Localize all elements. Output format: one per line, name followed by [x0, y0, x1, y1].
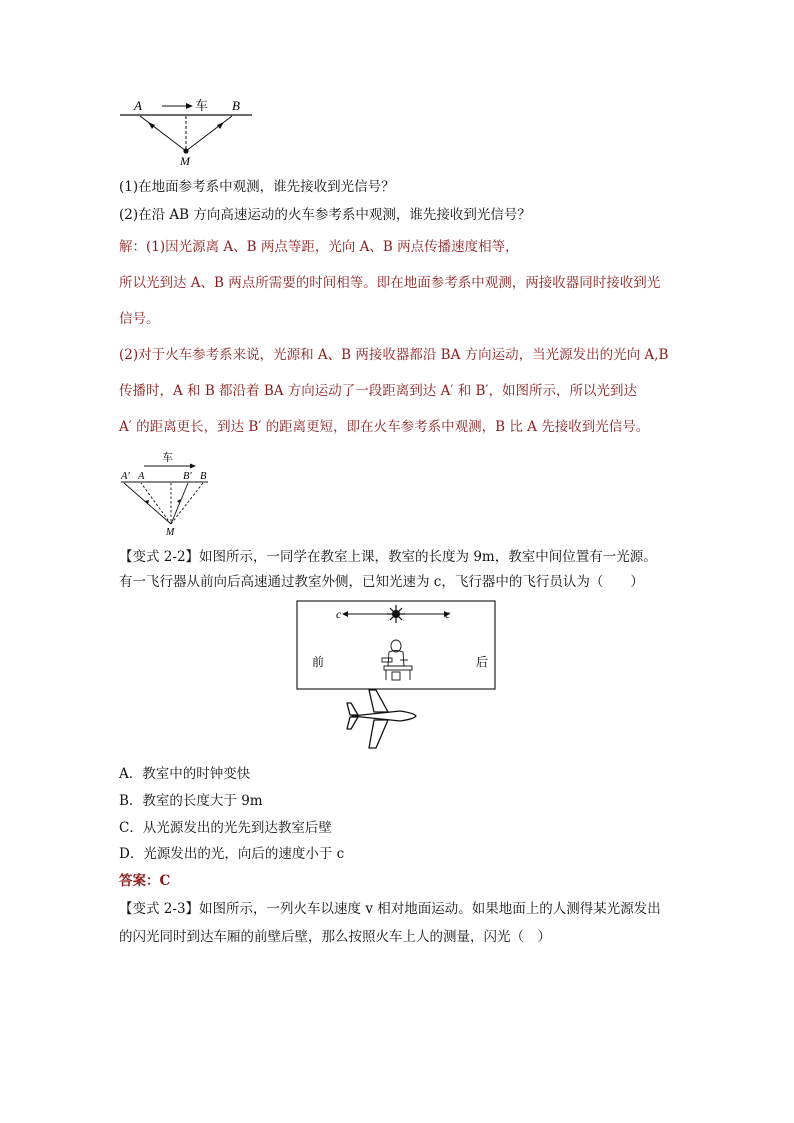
ray-a-arrow — [148, 122, 155, 129]
solution-line-2: 所以光到达 A、B 两点所需要的时间相等。即在地面参考系中观测，两接收器同时接收到光 — [119, 275, 661, 291]
label-a: A — [134, 98, 142, 113]
student-at-desk-icon — [382, 640, 412, 680]
variant-2-3-line-1: 【变式 2-3】如图所示，一列火车以速度 v 相对地面运动。如果地面上的人测得某光源发出 — [119, 901, 661, 917]
car-arrow-head — [186, 103, 193, 109]
front-label: 前 — [312, 655, 325, 669]
solution-line-3: 信号。 — [119, 311, 160, 327]
ray-to-b — [186, 116, 232, 151]
label-b-2: B — [200, 471, 207, 482]
label-a-2: A — [138, 471, 145, 482]
solution-line-1: 解：(1)因光源离 A、B 两点等距，光向 A、B 两点传播速度相等， — [119, 239, 519, 255]
label-b: B — [232, 98, 240, 113]
figure-light-signal-ground — [118, 94, 258, 168]
ray-b-arrow — [217, 122, 224, 129]
solution-line-4: (2)对于火车参考系来说，光源和 A、B 两接收器都沿 BA 方向运动，当光源发出的光向 A,B — [119, 347, 669, 363]
solution-line-5: 传播时，A 和 B 都沿着 BA 方向运动了一段距离到达 A′ 和 B′，如图所示，所以光到达 — [119, 383, 637, 399]
label-m-2: M — [166, 527, 175, 538]
source-m-dot — [183, 148, 188, 153]
figure-classroom-aircraft — [296, 600, 500, 752]
back-label: 后 — [476, 655, 489, 669]
c-right-label: c — [445, 607, 451, 621]
question-1: (1)在地面参考系中观测，谁先接收到光信号？ — [119, 179, 395, 195]
label-b-prime: B′ — [183, 471, 192, 482]
label-a-prime: A′ — [121, 471, 130, 482]
ray-to-b-prime — [171, 483, 188, 524]
variant-2-3-line-2: 的闪光同时到达车厢的前壁后壁，那么按照火车上人的测量，闪光（ ） — [119, 929, 551, 945]
car-arrow-2-head — [190, 464, 196, 469]
ray-to-a — [140, 116, 186, 151]
option-b: B．教室的长度大于 9m — [119, 793, 263, 809]
label-m: M — [180, 154, 190, 168]
question-2: (2)在沿 AB 方向高速运动的火车参考系中观测，谁先接收到光信号？ — [119, 207, 531, 223]
dashed-to-a — [141, 483, 171, 524]
light-left-arrow-head — [342, 611, 348, 617]
option-d: D．光源发出的光，向后的速度小于 c — [119, 846, 345, 862]
answer: 答案：C — [119, 873, 171, 889]
light-source-icon — [387, 605, 405, 623]
variant-2-2-line-1: 【变式 2-2】如图所示，一同学在教室上课，教室的长度为 9m，教室中间位置有一光源。 — [119, 549, 657, 565]
option-c: C．从光源发出的光先到达教室后壁 — [119, 820, 332, 836]
solution-line-6: A′ 的距离更长，到达 B′ 的距离更短，即在火车参考系中观测，B 比 A 先接收到光信号。 — [119, 419, 650, 435]
aircraft-icon — [347, 690, 416, 748]
c-left-label: c — [336, 607, 342, 621]
variant-2-2-line-2: 有一飞行器从前向后高速通过教室外侧，已知光速为 c，飞行器中的飞行员认为（ ） — [119, 574, 644, 590]
label-car: 车 — [195, 98, 209, 113]
figure-light-signal-train — [118, 449, 218, 539]
label-car-2: 车 — [162, 452, 173, 464]
option-a: A．教室中的时钟变快 — [119, 766, 251, 782]
dashed-to-b — [171, 483, 203, 524]
